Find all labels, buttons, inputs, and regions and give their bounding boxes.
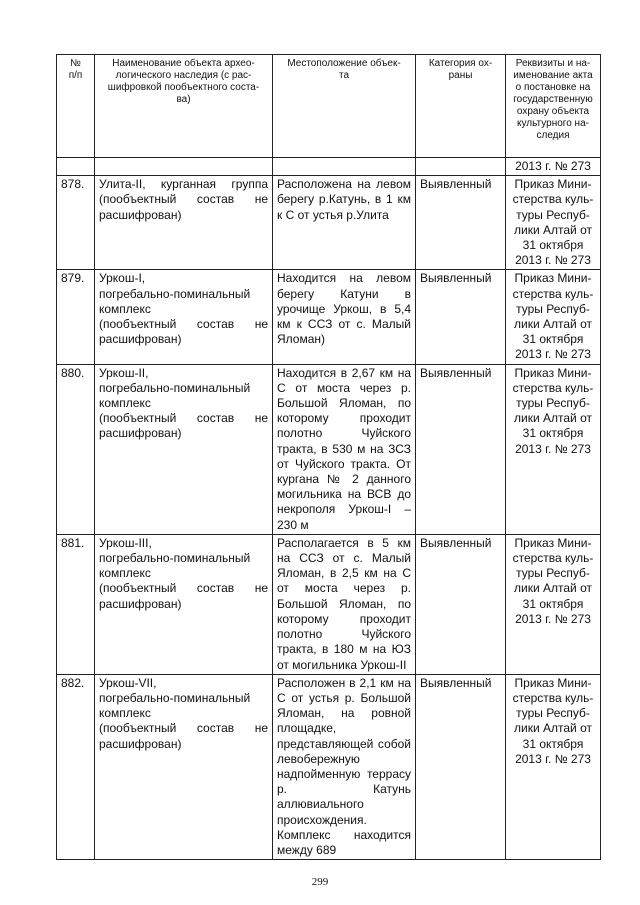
object-location: Расположена на левом берегу р.Катунь, в 1 км к С от устья р.Улита: [273, 176, 416, 270]
table-row: [57, 534, 601, 674]
protection-category: Выявленный: [416, 674, 506, 859]
row-number: 878.: [57, 176, 95, 270]
act-requisites: Приказ Мини- стерства куль- туры Респуб- лики Алтай от 31 октября 2013 г. № 273: [506, 176, 601, 270]
heritage-registry-table: [56, 54, 601, 860]
table-row: [57, 270, 601, 364]
header-number: № п/п: [57, 55, 95, 158]
carryover-row: [57, 158, 601, 176]
row-number: 882.: [57, 674, 95, 859]
page-number: 299: [311, 876, 329, 888]
row-number: 881.: [57, 534, 95, 674]
row-number: 879.: [57, 270, 95, 364]
protection-category: Выявленный: [416, 176, 506, 270]
header-category: Категория ох- раны: [416, 55, 506, 158]
act-requisites: Приказ Мини- стерства куль- туры Респуб- лики Алтай от 31 октября 2013 г. № 273: [506, 674, 601, 859]
table-row: [57, 674, 601, 859]
act-requisites: Приказ Мини- стерства куль- туры Респуб- лики Алтай от 31 октября 2013 г. № 273: [506, 364, 601, 534]
header-object-name: Наименование объекта архео- логического наследия (с рас- шифровкой пообъектного соста- ва): [95, 55, 273, 158]
object-name: Уркош-VII, погребально-поминальный комплекс (пообъектный состав не расшифрован): [95, 674, 273, 859]
protection-category: Выявленный: [416, 534, 506, 674]
table-row: [57, 176, 601, 270]
table-header-row: [57, 55, 601, 158]
header-requisites: Реквизиты и на- именование акта о постановке на государственную охрану объекта культурного на- следия: [506, 55, 601, 158]
protection-category: Выявленный: [416, 270, 506, 364]
object-name: Улита-II, курганная группа (пообъектный состав не расшифрован): [95, 176, 273, 270]
object-location: Располагается в 5 км на ССЗ от с. Малый Яломан, в 2,5 км на С от моста через р. Большой Яломан, по которому проходит полотно Чуйского тракта, в 180 м на ЮЗ от могильника Уркош-II: [273, 534, 416, 674]
row-number: 880.: [57, 364, 95, 534]
object-name: Уркош-II, погребально-поминальный комплекс (пообъектный состав не расшифрован): [95, 364, 273, 534]
protection-category: Выявленный: [416, 364, 506, 534]
table-row: [57, 364, 601, 534]
object-name: Уркош-III, погребально-поминальный комплекс (пообъектный состав не расшифрован): [95, 534, 273, 674]
object-name: Уркош-I, погребально-поминальный комплекс (пообъектный состав не расшифрован): [95, 270, 273, 364]
header-location: Местоположение объек- та: [273, 55, 416, 158]
object-location: Находится в 2,67 км на С от моста через р. Большой Яломан, по которому проходит полотно Чуйского тракта, в 530 м на ЗСЗ от Чуйского тракта. От кургана № 2 данного могильника на ВСВ до некрополя Уркош-I – 230 м: [273, 364, 416, 534]
act-requisites: Приказ Мини- стерства куль- туры Респуб- лики Алтай от 31 октября 2013 г. № 273: [506, 270, 601, 364]
act-requisites: Приказ Мини- стерства куль- туры Респуб- лики Алтай от 31 октября 2013 г. № 273: [506, 534, 601, 674]
object-location: Расположен в 2,1 км на С от устья р. Большой Яломан, на ровной площадке, представляющей собой левобережную надпойменную террасу р. Катунь аллювиального происхождения. Комплекс находится между 689: [273, 674, 416, 859]
carryover-text: 2013 г. № 273: [506, 158, 601, 176]
object-location: Находится на левом берегу Катуни в урочище Уркош, в 5,4 км к ССЗ от с. Малый Яломан): [273, 270, 416, 364]
